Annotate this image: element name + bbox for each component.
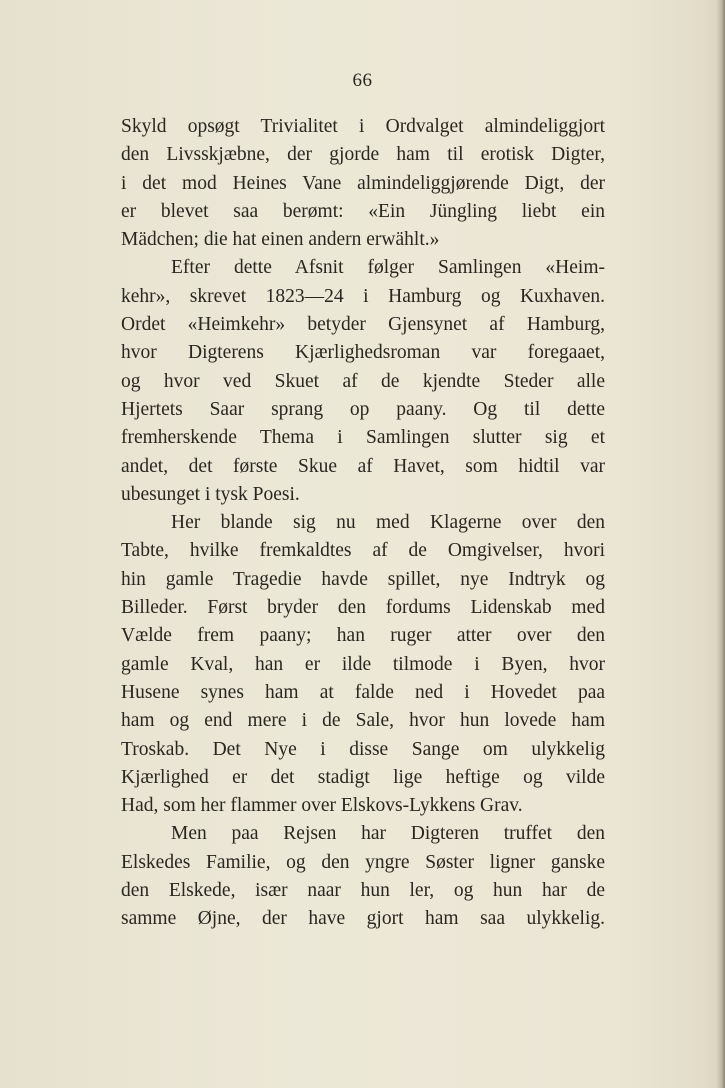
text-line: ubesunget i tysk Poesi. <box>121 483 300 505</box>
text-line: Vælde frem paany; han ruger atter over den <box>121 625 605 647</box>
text-line: Tabte, hvilke fremkaldtes af de Omgivelser, hvori <box>121 540 605 562</box>
text-line: i det mod Heines Vane almindeliggjørende Digt, der <box>121 172 605 194</box>
text-line: Mädchen; die hat einen andern erwählt.» <box>121 229 440 251</box>
page-number: 66 <box>352 70 373 91</box>
text-line: gamle Kval, han er ilde tilmode i Byen, hvor <box>121 653 605 675</box>
text-line: Billeder. Først bryder den fordums Lidenskab med <box>121 597 605 619</box>
text-line: hvor Digterens Kjærlighedsroman var foregaaet, <box>121 342 605 364</box>
text-line: Ordet «Heimkehr» betyder Gjensynet af Hamburg, <box>121 314 605 336</box>
text-line: Kjærlighed er det stadigt lige heftige og vilde <box>121 766 605 788</box>
text-line: den Livsskjæbne, der gjorde ham til erotisk Digter, <box>121 144 605 166</box>
text-line: Elskedes Familie, og den yngre Søster ligner ganske <box>121 851 605 873</box>
text-line: Her blande sig nu med Klagerne over den <box>171 512 605 534</box>
text-line: Men paa Rejsen har Digteren truffet den <box>171 823 605 845</box>
text-line: ham og end mere i de Sale, hvor hun lovede ham <box>121 710 605 732</box>
text-line: samme Øjne, der have gjort ham saa ulykkelig. <box>121 908 605 930</box>
text-line: Troskab. Det Nye i disse Sange om ulykkelig <box>121 738 605 760</box>
text-line: Efter dette Afsnit følger Samlingen «Heim- <box>171 257 605 279</box>
text-line: kehr», skrevet 1823—24 i Hamburg og Kuxhaven. <box>121 285 605 307</box>
text-line: Had, som her flammer over Elskovs-Lykkens Grav. <box>121 795 523 817</box>
text-line: og hvor ved Skuet af de kjendte Steder alle <box>121 370 605 392</box>
text-line: Hjertets Saar sprang op paany. Og til dette <box>121 398 605 420</box>
text-line: andet, det første Skue af Havet, som hidtil var <box>121 455 605 477</box>
body-text <box>121 113 605 934</box>
text-line: hin gamle Tragedie havde spillet, nye Indtryk og <box>121 568 605 590</box>
text-line: fremherskende Thema i Samlingen slutter sig et <box>121 427 605 449</box>
page-edge <box>717 0 725 1088</box>
text-line: den Elskede, især naar hun ler, og hun har de <box>121 880 605 902</box>
text-line: Husene synes ham at falde ned i Hovedet paa <box>121 681 605 703</box>
text-line: er blevet saa berømt: «Ein Jüngling liebt ein <box>121 200 605 222</box>
text-line: Skyld opsøgt Trivialitet i Ordvalget almindeliggjort <box>121 116 605 137</box>
